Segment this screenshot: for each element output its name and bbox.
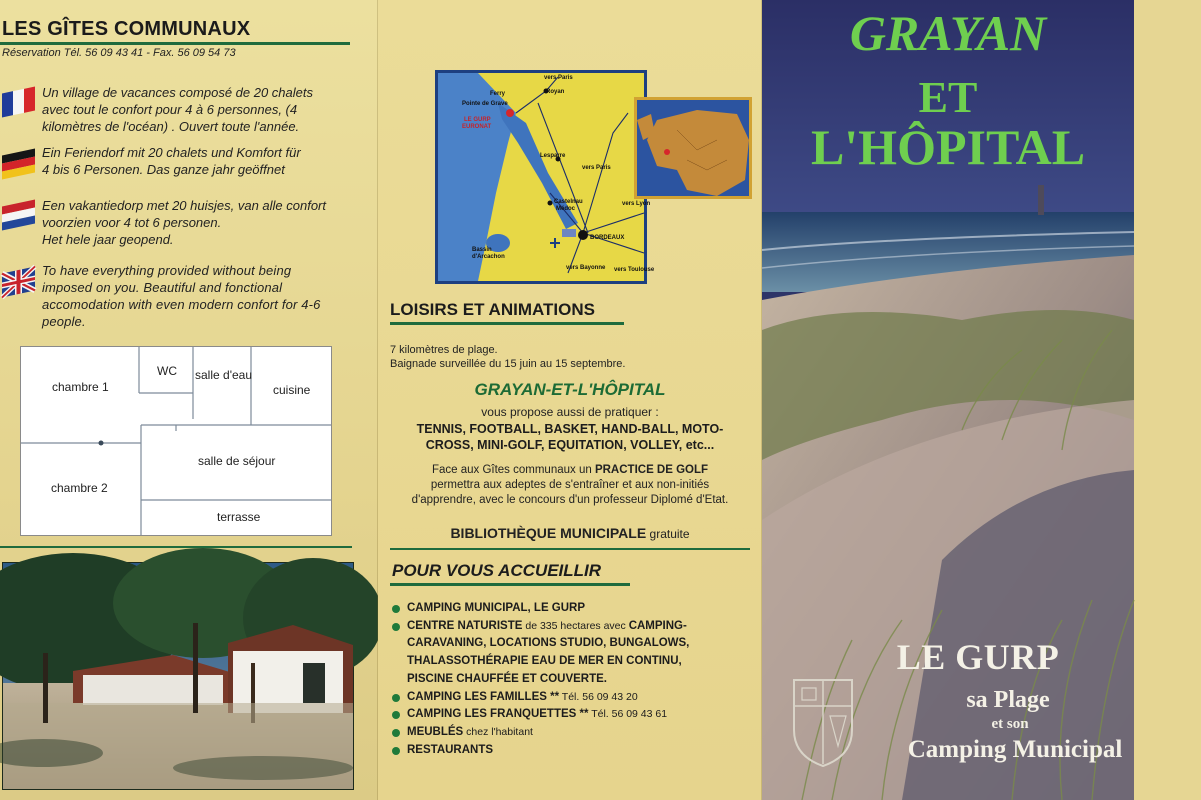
plan-living-label: salle de séjour bbox=[198, 454, 276, 468]
plan-terrace-label: terrasse bbox=[217, 510, 261, 524]
english-line: accomodation with even modern confort for 4-6 bbox=[42, 297, 321, 312]
chalet-floor-plan bbox=[20, 346, 332, 536]
phone-number: Tél. 56 09 43 20 bbox=[559, 690, 638, 703]
golf-text: permettra aux adeptes de s'entraîner et aux non-initiés bbox=[430, 479, 710, 491]
plan-bathroom-label: salle d'eau bbox=[195, 368, 252, 382]
list-item bbox=[390, 706, 750, 724]
dutch-line: Het hele jaar geopend. bbox=[42, 232, 174, 247]
loisirs-title: LOISIRS ET ANIMATIONS bbox=[390, 300, 595, 319]
map-label: Castelnau bbox=[554, 199, 583, 205]
map-label: Bassin bbox=[472, 247, 492, 253]
map-label: Médoc bbox=[556, 206, 576, 212]
list-item bbox=[390, 742, 750, 760]
german-line: Ein Feriendorf mit 20 chalets und Komfort für bbox=[42, 145, 301, 160]
english-line: To have everything provided without being bbox=[42, 263, 292, 278]
beach-supervision: Baignade surveillée du 15 juin au 15 septembre. bbox=[390, 358, 626, 370]
section-rule bbox=[390, 548, 750, 550]
netherlands-flag-icon bbox=[2, 199, 35, 230]
list-item bbox=[390, 600, 750, 618]
accommodation-list bbox=[390, 600, 750, 759]
map-label: Lesparre bbox=[540, 153, 566, 159]
golf-text-start: Face aux Gîtes communaux un bbox=[431, 464, 595, 476]
naturist-line: THALASSOTHÉRAPIE EAU DE MER EN CONTINU, bbox=[407, 655, 682, 668]
french-line: kilomètres de l'océan) . Ouvert toute l'année. bbox=[42, 119, 300, 134]
loisirs-panel bbox=[378, 0, 762, 800]
furnished-rentals: MEUBLÉS bbox=[407, 725, 464, 738]
dutch-line: voorzien voor 4 tot 6 personen. bbox=[42, 215, 222, 230]
accueil-title: POUR VOUS ACCUEILLIR bbox=[392, 561, 602, 580]
location-map bbox=[435, 70, 655, 284]
germany-flag-icon bbox=[2, 148, 35, 179]
gites-title: LES GÎTES COMMUNAUX bbox=[2, 18, 251, 40]
list-item bbox=[390, 689, 750, 707]
section-rule bbox=[390, 583, 630, 586]
reservation-contact: Réservation Tél. 56 09 43 41 - Fax. 56 09 54 73 bbox=[2, 47, 236, 59]
cover-panel bbox=[762, 0, 1134, 800]
dutch-line: Een vakantiedorp met 20 huisjes, van alle confort bbox=[42, 198, 327, 213]
naturist-line: PISCINE CHAUFFÉE ET COUVERTE. bbox=[407, 672, 607, 685]
map-label: vers Lyon bbox=[622, 201, 651, 207]
plan-wc-label: WC bbox=[157, 364, 177, 378]
map-label: EURONAT bbox=[462, 124, 492, 130]
map-label: vers Paris bbox=[544, 75, 573, 81]
furnished-note: chez l'habitant bbox=[463, 725, 533, 738]
library-text bbox=[378, 526, 762, 541]
cover-camping-municipal: Camping Municipal bbox=[907, 736, 1123, 763]
map-label: d'Arcachon bbox=[472, 254, 505, 260]
sports-line: CROSS, MINI-GOLF, EQUITATION, VOLLEY, etc... bbox=[425, 438, 715, 452]
section-rule bbox=[390, 322, 624, 325]
cover-et-son: et son bbox=[991, 716, 1029, 732]
cover-title-grayan: GRAYAN bbox=[849, 5, 1047, 61]
camping-familles: CAMPING LES FAMILLES ** bbox=[407, 690, 560, 703]
cover-le-gurp: LE GURP bbox=[896, 637, 1060, 677]
propose-text: vous propose aussi de pratiquer : bbox=[481, 405, 659, 419]
plan-kitchen-label: cuisine bbox=[273, 383, 311, 397]
beach-distance: 7 kilomètres de plage. bbox=[390, 344, 498, 356]
map-label: BORDEAUX bbox=[590, 235, 625, 241]
section-rule bbox=[0, 546, 352, 548]
map-label: Royan bbox=[546, 89, 565, 95]
gites-panel bbox=[0, 0, 378, 800]
france-flag-icon bbox=[2, 86, 35, 117]
library-name: BIBLIOTHÈQUE MUNICIPALE bbox=[450, 525, 647, 541]
naturist-line: CARAVANING, LOCATIONS STUDIO, BUNGALOWS, bbox=[407, 637, 690, 650]
town-name: GRAYAN-ET-L'HÔPITAL bbox=[474, 380, 666, 399]
golf-highlight: PRACTICE DE GOLF bbox=[594, 464, 709, 476]
naturist-camping: CAMPING- bbox=[628, 619, 687, 632]
phone-number: Tél. 56 09 43 61 bbox=[588, 708, 668, 721]
camping-municipal: CAMPING MUNICIPAL, LE GURP bbox=[407, 602, 586, 614]
french-line: avec tout le confort pour 4 à 6 personnes, (4 bbox=[42, 102, 298, 117]
camping-franquettes: CAMPING LES FRANQUETTES ** bbox=[407, 708, 589, 721]
english-line: people. bbox=[42, 314, 86, 329]
plan-bedroom2-label: chambre 2 bbox=[51, 481, 108, 495]
list-item bbox=[390, 618, 750, 689]
chalet-photo bbox=[2, 562, 354, 790]
map-label: vers Paris bbox=[582, 165, 611, 171]
naturist-centre: CENTRE NATURISTE bbox=[407, 619, 523, 632]
restaurants: RESTAURANTS bbox=[407, 743, 494, 756]
list-item bbox=[390, 724, 750, 742]
uk-flag-icon bbox=[2, 266, 35, 297]
cover-title-hopital: L'HÔPITAL bbox=[810, 119, 1086, 175]
plan-bedroom1-label: chambre 1 bbox=[52, 380, 109, 394]
map-label: LE GURP bbox=[464, 117, 491, 123]
sports-line: TENNIS, FOOTBALL, BASKET, HAND-BALL, MOTO- bbox=[416, 422, 724, 436]
golf-text bbox=[378, 463, 762, 477]
german-line: 4 bis 6 Personen. Das ganze jahr geöffnet bbox=[42, 162, 285, 177]
map-label: vers Toulouse bbox=[614, 267, 655, 273]
map-label: Ferry bbox=[490, 91, 506, 97]
map-label: Pointe de Grave bbox=[462, 101, 508, 107]
cover-title-et: ET bbox=[918, 73, 978, 122]
golf-text: d'apprendre, avec le concours d'un professeur Diplomé d'Etat. bbox=[411, 494, 729, 506]
title-rule bbox=[0, 42, 350, 45]
english-line: imposed on you. Beautiful and fonctional bbox=[42, 280, 283, 295]
europe-inset-map bbox=[634, 97, 752, 199]
french-line: Un village de vacances composé de 20 chalets bbox=[42, 85, 313, 100]
map-label: vers Bayonne bbox=[566, 265, 606, 271]
naturist-area: de 335 hectares avec bbox=[522, 619, 629, 632]
cover-sa-plage: sa Plage bbox=[966, 687, 1050, 713]
library-free: gratuite bbox=[646, 527, 690, 541]
